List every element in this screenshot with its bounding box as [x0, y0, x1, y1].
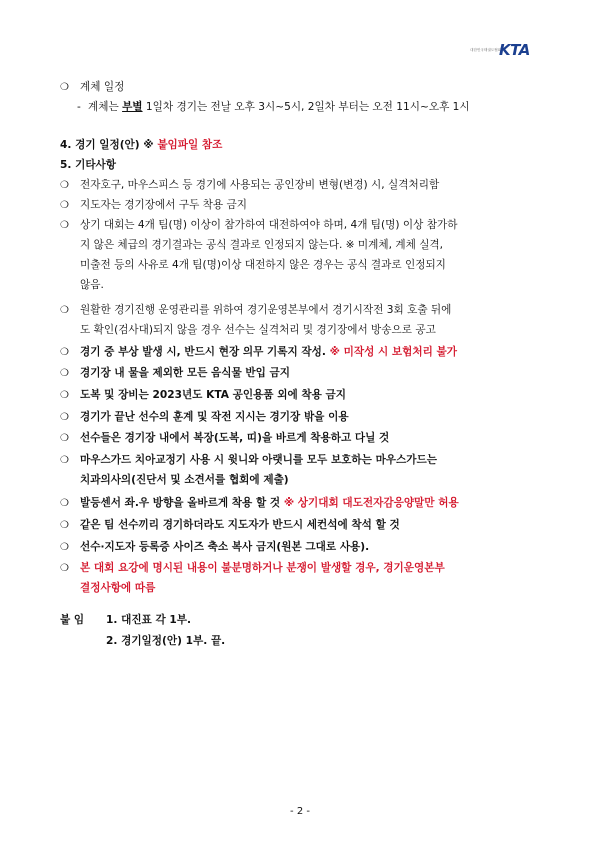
weigh-in-note-c: 1일차 경기는 전날 오후 3시~5시, 2일차 부터는 오전 11시~오후 1시 — [142, 101, 470, 113]
item-text: 결정사항에 따름 — [80, 582, 156, 594]
logo-org-text: 대한민국태권도협회 — [470, 48, 502, 52]
section-4-ref: 붙임파일 참조 — [157, 139, 223, 151]
item-text: 선수들은 경기장 내에서 복장(도복, 띠)을 바르게 착용하고 다닐 것 — [80, 432, 390, 444]
item-text: 같은 팀 선수끼리 경기하더라도 지도자가 반드시 세컨석에 착석 할 것 — [80, 519, 400, 531]
bullet-icon: ❍ — [60, 82, 69, 93]
logo-mark: KTA — [499, 41, 530, 59]
bullet-icon: ❍ — [60, 412, 69, 423]
attachment-item: 2. 경기일정(안) 1부. 끝. — [106, 635, 226, 647]
item-text: 경기장 내 물을 제외한 모든 음식물 반입 금지 — [80, 367, 291, 379]
bullet-icon: ❍ — [60, 390, 69, 401]
weigh-in-note-division: 부별 — [122, 101, 143, 113]
item-warning: ※ 상기대회 대도전자감응양말만 허용 — [283, 497, 459, 509]
weigh-in-title: 계체 일정 — [80, 81, 125, 93]
item-text: 경기가 끝난 선수의 훈계 및 작전 지시는 경기장 밖을 이용 — [80, 411, 349, 423]
item-text: 선수·지도자 등록증 사이즈 축소 복사 금지(원본 그대로 사용). — [80, 541, 370, 553]
dash: - — [77, 101, 81, 113]
section-5-title: 5. 기타사항 — [60, 159, 117, 171]
item-text: 도 확인(검사대)되지 않을 경우 선수는 실격처리 및 경기장에서 방송으로 공고 — [80, 324, 436, 336]
bullet-icon: ❍ — [60, 520, 69, 531]
bullet-icon: ❍ — [60, 347, 69, 358]
item-text: 지 않은 체급의 경기결과는 공식 결과로 인정되지 않는다. ※ 미계체, 계체 실격, — [80, 239, 444, 251]
bullet-icon: ❍ — [60, 368, 69, 379]
bullet-icon: ❍ — [60, 305, 69, 316]
item-text: 치과의사의(진단서 및 소견서를 협회에 제출) — [80, 474, 289, 486]
item-text: 본 대회 요강에 명시된 내용이 불분명하거나 분쟁이 발생할 경우, 경기운영본부 — [80, 562, 445, 574]
page-number: - 2 - — [290, 806, 310, 817]
bullet-icon: ❍ — [60, 220, 69, 231]
bullet-icon: ❍ — [60, 542, 69, 553]
item-text: 지도자는 경기장에서 구두 착용 금지 — [80, 199, 247, 211]
item-warning: ※ 미작성 시 보험처리 불가 — [329, 346, 457, 358]
attachment-label: 붙 임 — [60, 614, 85, 626]
item-text: 마우스가드 치아교정기 사용 시 윗니와 아랫니를 모두 보호하는 마우스가드는 — [80, 454, 437, 466]
item-text: 전자호구, 마우스피스 등 경기에 사용되는 공인장비 변형(변경) 시, 실격처리함 — [80, 179, 440, 191]
item-text: 원활한 경기진행 운영관리를 위하여 경기운영본부에서 경기시작전 3회 호출 뒤에 — [80, 304, 452, 316]
item-text: 상기 대회는 4개 팀(명) 이상이 참가하여 대전하여야 하며, 4개 팀(명) 이상 참가하 — [80, 219, 458, 231]
kta-logo — [470, 41, 540, 63]
item-text: 도복 및 장비는 2023년도 KTA 공인용품 외에 착용 금지 — [80, 389, 347, 401]
bullet-icon: ❍ — [60, 180, 69, 191]
bullet-icon: ❍ — [60, 200, 69, 211]
bullet-icon: ❍ — [60, 433, 69, 444]
attachment-item: 1. 대진표 각 1부. — [106, 614, 192, 626]
item-text: 발등센서 좌.우 방향을 올바르게 착용 할 것 — [80, 497, 284, 509]
weigh-in-note-a: 계체는 — [88, 101, 123, 113]
item-text: 경기 중 부상 발생 시, 반드시 현장 의무 기록지 작성. — [80, 346, 330, 358]
bullet-icon: ❍ — [60, 498, 69, 509]
item-text: 않음. — [80, 279, 104, 291]
bullet-icon: ❍ — [60, 455, 69, 466]
item-text: 미출전 등의 사유로 4개 팀(명)이상 대전하지 않은 경우는 공식 결과로 인정되지 — [80, 259, 446, 271]
section-4-title: 4. 경기 일정(안) ※ — [60, 139, 158, 151]
bullet-icon: ❍ — [60, 563, 69, 574]
